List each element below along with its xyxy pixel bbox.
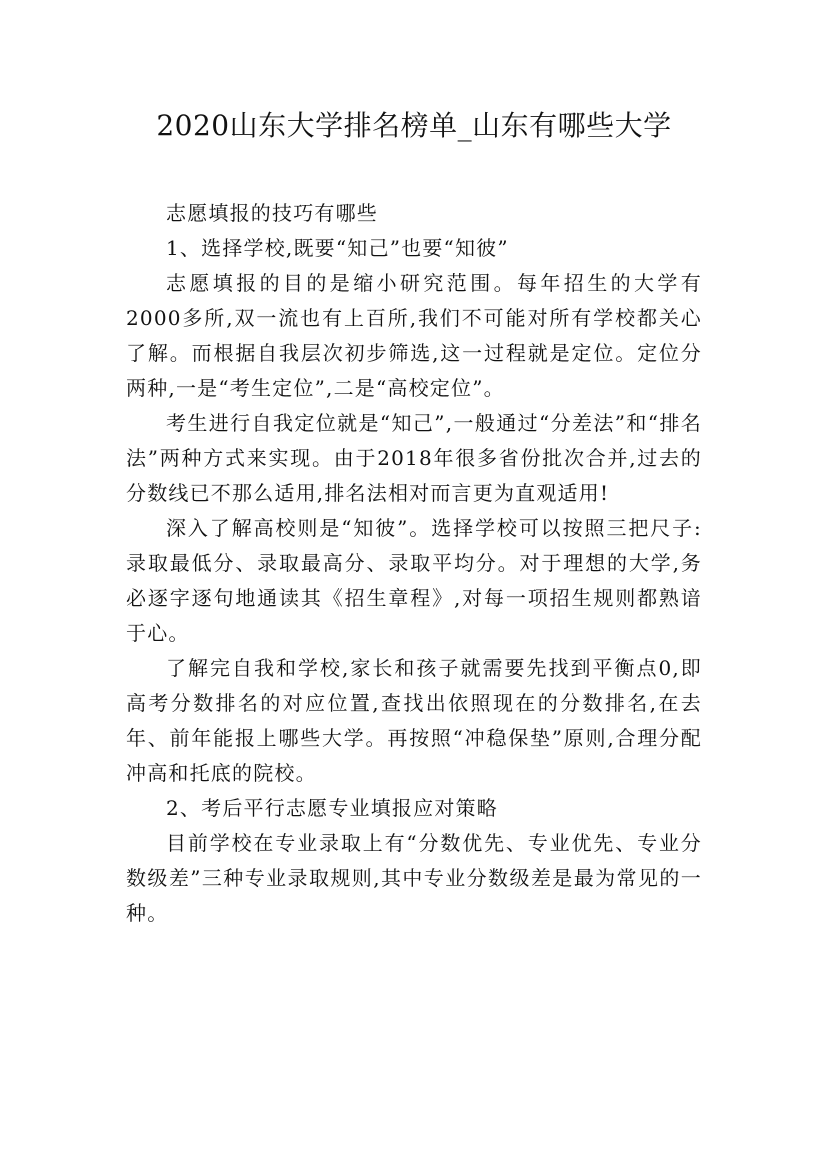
paragraph-balance-point: 了解完自我和学校,家长和孩子就需要先找到平衡点0,即高考分数排名的对应位置,查找出依照现在的分数排名,在去年、前年能报上哪些大学。再按照“冲稳保垫”原则,合理分配冲高和托底的院校。 [126, 656, 702, 785]
document-body [126, 196, 702, 931]
paragraph-know-colleges: 深入了解高校则是“知彼”。选择学校可以按照三把尺子:录取最低分、录取最高分、录取平均分。对于理想的大学,务必逐字逐句地通读其《招生章程》,对每一项招生规则都熟谙于心。 [126, 516, 702, 645]
paragraph-subheading-choose-school: 1、选择学校,既要“知己”也要“知彼” [166, 236, 509, 260]
paragraph-heading-tips: 志愿填报的技巧有哪些 [166, 201, 378, 225]
paragraph-subheading-major-strategy: 2、考后平行志愿专业填报应对策略 [166, 796, 498, 820]
paragraph-self-positioning: 考生进行自我定位就是“知己”,一般通过“分差法”和“排名法”两种方式来实现。由于2018年很多省份批次合并,过去的分数线已不那么适用,排名法相对而言更为直观适用! [126, 411, 702, 505]
paragraph-admission-rules: 目前学校在专业录取上有“分数优先、专业优先、专业分数级差”三种专业录取规则,其中专业分数级差是最为常见的一种。 [126, 831, 702, 925]
paragraph-purpose: 志愿填报的目的是缩小研究范围。每年招生的大学有2000多所,双一流也有上百所,我们不可能对所有学校都关心了解。而根据自我层次初步筛选,这一过程就是定位。定位分两种,一是“考生定位”,二是“高校定位”。 [126, 271, 702, 400]
document-title: 2020山东大学排名榜单_山东有哪些大学 [156, 109, 672, 142]
